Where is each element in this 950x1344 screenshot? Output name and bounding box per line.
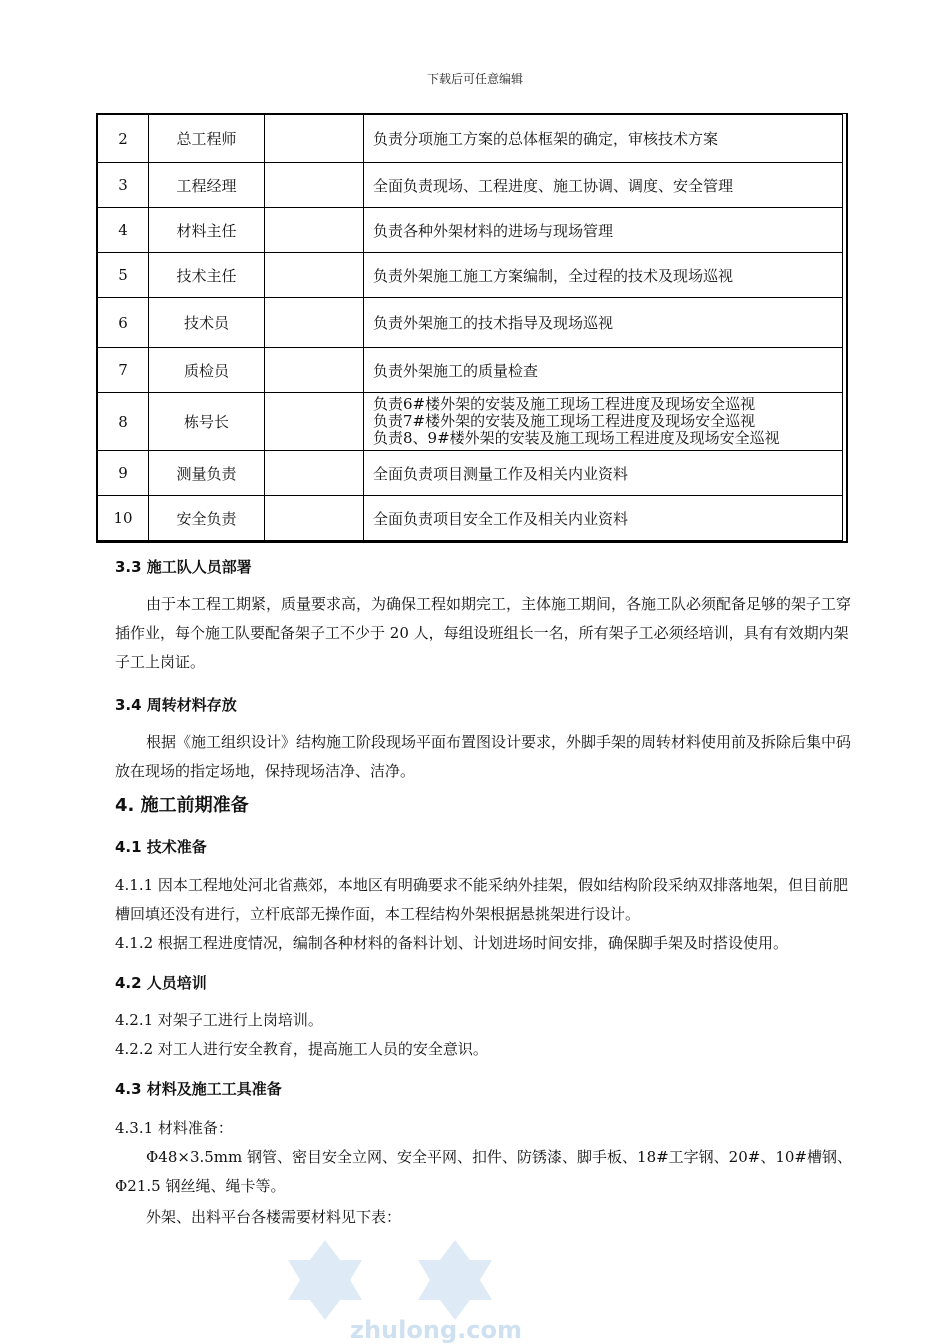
row-number: 6 bbox=[98, 298, 149, 348]
row-number: 9 bbox=[98, 451, 149, 496]
table-row bbox=[98, 163, 843, 208]
person-name-cell bbox=[265, 348, 364, 393]
role-cell: 材料主任 bbox=[149, 208, 265, 253]
duty-cell bbox=[364, 208, 843, 253]
section-4-3-1: 4.3.1 材料准备： bbox=[115, 1119, 233, 1137]
row-number: 8 bbox=[98, 393, 149, 451]
duty-cell bbox=[364, 298, 843, 348]
person-name-cell bbox=[265, 451, 364, 496]
section-4-1-1: 4.1.1 因本工程地处河北省燕郊，本地区有明确要求不能采纳外挂架，假如结构阶段采纳双排落地架，但目前肥槽回填还没有进行，立杆底部无操作面，本工程结构外架根据悬挑架进行设计。 bbox=[115, 876, 848, 923]
role-cell: 安全负责 bbox=[149, 496, 265, 541]
duty-line: 负责外架施工的质量检查 bbox=[373, 361, 539, 380]
section-4-2-heading: 4.2 人员培训 bbox=[115, 974, 207, 992]
person-name-cell bbox=[265, 163, 364, 208]
section-3-3-heading: 3.3 施工队人员部署 bbox=[115, 558, 252, 576]
section-4-2-2: 4.2.2 对工人进行安全教育，提高施工人员的安全意识。 bbox=[115, 1040, 488, 1058]
person-name-cell bbox=[265, 115, 364, 163]
role-cell: 技术主任 bbox=[149, 253, 265, 298]
duty-line: 负责7#楼外架的安装及施工现场工程进度及现场安全巡视 bbox=[373, 412, 756, 430]
role-cell: 工程经理 bbox=[149, 163, 265, 208]
duty-line: 全面负责现场、工程进度、施工协调、调度、安全管理 bbox=[373, 176, 734, 195]
person-name-cell bbox=[265, 208, 364, 253]
row-number: 10 bbox=[98, 496, 149, 541]
duty-line: 全面负责项目安全工作及相关内业资料 bbox=[373, 509, 629, 528]
duty-line: 负责8、9#楼外架的安装及施工现场工程进度及现场安全巡视 bbox=[373, 429, 780, 447]
table-row bbox=[98, 208, 843, 253]
duty-cell bbox=[364, 253, 843, 298]
section-4-1-heading: 4.1 技术准备 bbox=[115, 838, 207, 856]
duty-line: 负责分项施工方案的总体框架的确定，审核技术方案 bbox=[373, 130, 719, 148]
watermark-snowflake-icon bbox=[288, 1240, 492, 1320]
watermark-text: zhulong.com bbox=[350, 1316, 522, 1344]
page-header: 下载后可任意编辑 bbox=[426, 72, 523, 86]
duty-line: 负责6#楼外架的安装及施工现场工程进度及现场安全巡视 bbox=[373, 395, 756, 413]
section-4-2-1: 4.2.1 对架子工进行上岗培训。 bbox=[115, 1011, 323, 1029]
section-3-3-body: 由于本工程工期紧，质量要求高，为确保工程如期完工，主体施工期间，各施工队必须配备足够的架子工穿插作业，每个施工队要配备架子工不少于 20 人，每组设班组长一名，所有架子工必须经培训，具有有效期内架子工上岗证。 bbox=[115, 595, 852, 671]
section-3-4-heading: 3.4 周转材料存放 bbox=[115, 696, 237, 714]
person-name-cell bbox=[265, 496, 364, 541]
duty-line: 负责各种外架材料的进场与现场管理 bbox=[373, 221, 614, 240]
person-name-cell bbox=[265, 253, 364, 298]
responsibility-table bbox=[97, 114, 843, 541]
role-cell: 总工程师 bbox=[149, 115, 265, 163]
table-row bbox=[98, 393, 843, 451]
role-cell: 质检员 bbox=[149, 348, 265, 393]
section-4-1-2: 4.1.2 根据工程进度情况，编制各种材料的备料计划、计划进场时间安排，确保脚手架及时搭设使用。 bbox=[115, 934, 788, 952]
table-row bbox=[98, 253, 843, 298]
duty-cell bbox=[364, 496, 843, 541]
row-number: 2 bbox=[98, 115, 149, 163]
row-number: 4 bbox=[98, 208, 149, 253]
table-row bbox=[98, 496, 843, 541]
duty-line: 全面负责项目测量工作及相关内业资料 bbox=[373, 464, 629, 483]
section-4-3-heading: 4.3 材料及施工工具准备 bbox=[115, 1080, 282, 1098]
duty-cell bbox=[364, 163, 843, 208]
table-row bbox=[98, 348, 843, 393]
materials-list: Φ48×3.5mm 钢管、密目安全立网、安全平网、扣件、防锈漆、脚手板、18#工字钢、20#、10#槽钢、Φ21.5 钢丝绳、绳卡等。 bbox=[115, 1148, 852, 1195]
table-row bbox=[98, 298, 843, 348]
role-cell: 测量负责 bbox=[149, 451, 265, 496]
person-name-cell bbox=[265, 298, 364, 348]
duty-cell bbox=[364, 348, 843, 393]
watermark-logo bbox=[270, 1230, 530, 1344]
row-number: 3 bbox=[98, 163, 149, 208]
duty-cell bbox=[364, 451, 843, 496]
row-number: 5 bbox=[98, 253, 149, 298]
row-number: 7 bbox=[98, 348, 149, 393]
table-row bbox=[98, 115, 843, 163]
duty-line: 负责外架施工的技术指导及现场巡视 bbox=[373, 314, 614, 332]
person-name-cell bbox=[265, 393, 364, 451]
section-4-heading: 4. 施工前期准备 bbox=[115, 795, 249, 816]
role-cell: 栋号长 bbox=[149, 393, 265, 451]
responsibility-table-frame bbox=[96, 113, 848, 543]
table-row bbox=[98, 451, 843, 496]
duty-line: 负责外架施工施工方案编制，全过程的技术及现场巡视 bbox=[373, 266, 734, 285]
section-3-4-body: 根据《施工组织设计》结构施工阶段现场平面布置图设计要求，外脚手架的周转材料使用前及拆除后集中码放在现场的指定场地，保持现场洁净、洁净。 bbox=[115, 733, 852, 780]
duty-cell bbox=[364, 393, 843, 451]
materials-table-intro: 外架、出料平台各楼需要材料见下表： bbox=[146, 1208, 402, 1226]
role-cell: 技术员 bbox=[149, 298, 265, 348]
duty-cell bbox=[364, 115, 843, 163]
